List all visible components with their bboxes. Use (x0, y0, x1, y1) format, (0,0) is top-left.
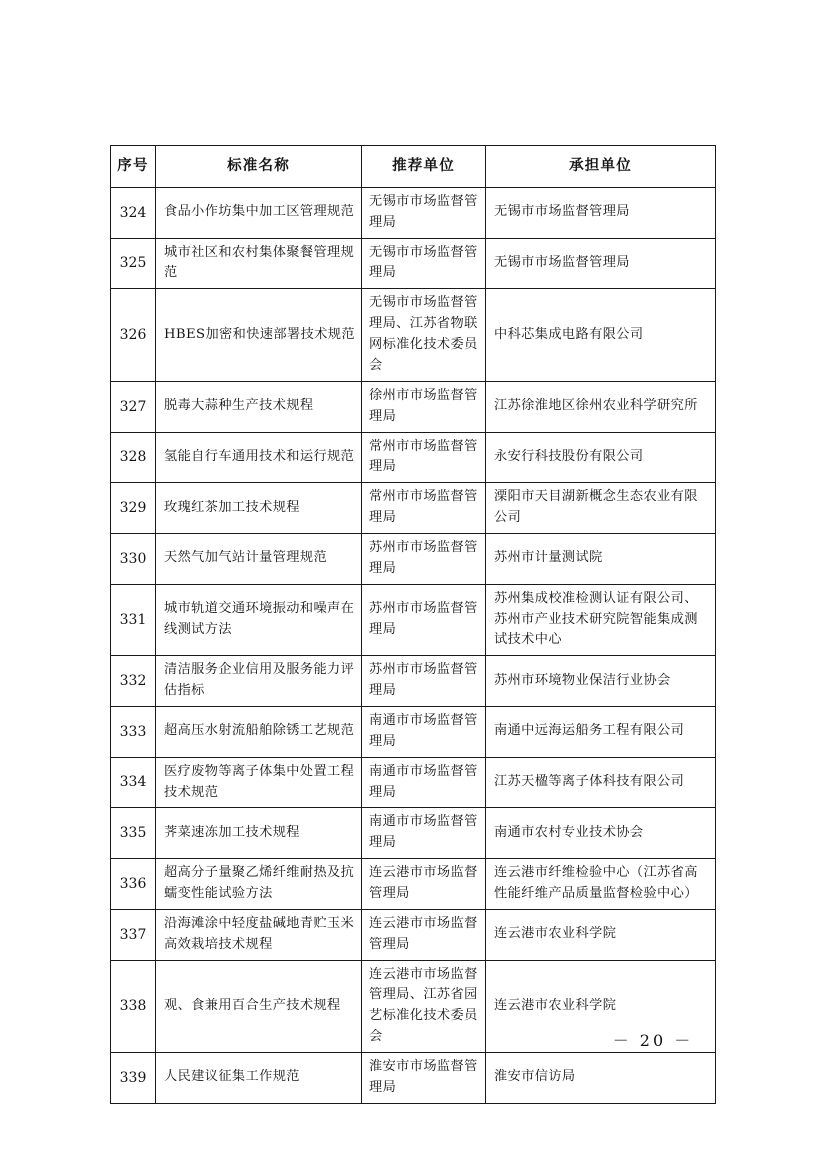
cell-name: 天然气加气站计量管理规范 (156, 533, 362, 584)
cell-rec: 苏州市市场监督管理局 (362, 584, 486, 656)
cell-under: 连云港市纤维检验中心（江苏省高性能纤维产品质量监督检验中心） (486, 859, 716, 910)
cell-under: 中科芯集成电路有限公司 (486, 289, 716, 381)
page-footer (0, 1028, 826, 1051)
cell-under: 苏州市计量测试院 (486, 533, 716, 584)
cell-rec: 南通市市场监督管理局 (362, 757, 486, 808)
cell-under: 连云港市农业科学院 (486, 909, 716, 960)
standards-table (110, 145, 716, 1104)
cell-under: 永安行科技股份有限公司 (486, 432, 716, 483)
cell-under: 无锡市市场监督管理局 (486, 187, 716, 238)
cell-rec: 南通市市场监督管理局 (362, 706, 486, 757)
cell-rec: 南通市市场监督管理局 (362, 808, 486, 859)
cell-name: 医疗废物等离子体集中处置工程技术规范 (156, 757, 362, 808)
cell-seq: 326 (111, 289, 156, 381)
cell-name: 脱毒大蒜种生产技术规程 (156, 381, 362, 432)
cell-under: 淮安市信访局 (486, 1052, 716, 1103)
cell-seq: 336 (111, 859, 156, 910)
cell-rec: 连云港市市场监督管理局 (362, 909, 486, 960)
table-header-row (111, 146, 716, 188)
table-row (111, 909, 716, 960)
column-header-seq: 序号 (111, 146, 156, 188)
table-row (111, 859, 716, 910)
table-row (111, 808, 716, 859)
column-header-under: 承担单位 (486, 146, 716, 188)
cell-name: 城市轨道交通环境振动和噪声在线测试方法 (156, 584, 362, 656)
table-body (111, 187, 716, 1103)
cell-name: 人民建议征集工作规范 (156, 1052, 362, 1103)
cell-seq: 327 (111, 381, 156, 432)
cell-name: 沿海滩涂中轻度盐碱地青贮玉米高效栽培技术规程 (156, 909, 362, 960)
table-row (111, 483, 716, 534)
cell-seq: 338 (111, 960, 156, 1052)
cell-name: 清洁服务企业信用及服务能力评估指标 (156, 656, 362, 707)
cell-rec: 常州市市场监督管理局 (362, 483, 486, 534)
cell-name: 荠菜速冻加工技术规程 (156, 808, 362, 859)
cell-rec: 无锡市市场监督管理局 (362, 238, 486, 289)
table-row (111, 533, 716, 584)
cell-name: 观、食兼用百合生产技术规程 (156, 960, 362, 1052)
table-row (111, 584, 716, 656)
table-row (111, 656, 716, 707)
cell-name: HBES加密和快速部署技术规范 (156, 289, 362, 381)
cell-seq: 335 (111, 808, 156, 859)
cell-name: 氢能自行车通用技术和运行规范 (156, 432, 362, 483)
cell-rec: 常州市市场监督管理局 (362, 432, 486, 483)
cell-under: 无锡市市场监督管理局 (486, 238, 716, 289)
table-row (111, 238, 716, 289)
page-number: － 20 － (612, 1031, 694, 1050)
cell-seq: 328 (111, 432, 156, 483)
cell-seq: 330 (111, 533, 156, 584)
cell-name: 玫瑰红茶加工技术规程 (156, 483, 362, 534)
table-row (111, 432, 716, 483)
cell-rec: 淮安市市场监督管理局 (362, 1052, 486, 1103)
cell-seq: 337 (111, 909, 156, 960)
table-row (111, 1052, 716, 1103)
cell-seq: 333 (111, 706, 156, 757)
cell-rec: 徐州市市场监督管理局 (362, 381, 486, 432)
cell-rec: 无锡市市场监督管理局 (362, 187, 486, 238)
cell-seq: 329 (111, 483, 156, 534)
cell-seq: 332 (111, 656, 156, 707)
cell-seq: 325 (111, 238, 156, 289)
cell-seq: 324 (111, 187, 156, 238)
table-row (111, 289, 716, 381)
cell-under: 苏州市环境物业保洁行业协会 (486, 656, 716, 707)
cell-seq: 334 (111, 757, 156, 808)
column-header-rec: 推荐单位 (362, 146, 486, 188)
cell-under: 江苏天楹等离子体科技有限公司 (486, 757, 716, 808)
cell-under: 苏州集成校准检测认证有限公司、苏州市产业技术研究院智能集成测试技术中心 (486, 584, 716, 656)
cell-under: 南通中远海运船务工程有限公司 (486, 706, 716, 757)
cell-name: 食品小作坊集中加工区管理规范 (156, 187, 362, 238)
cell-rec: 苏州市市场监督管理局 (362, 533, 486, 584)
cell-rec: 无锡市市场监督管理局、江苏省物联网标准化技术委员会 (362, 289, 486, 381)
cell-under: 江苏徐淮地区徐州农业科学研究所 (486, 381, 716, 432)
cell-under: 连云港市农业科学院 (486, 960, 716, 1052)
cell-name: 超高分子量聚乙烯纤维耐热及抗蠕变性能试验方法 (156, 859, 362, 910)
cell-name: 城市社区和农村集体聚餐管理规范 (156, 238, 362, 289)
cell-under: 南通市农村专业技术协会 (486, 808, 716, 859)
cell-name: 超高压水射流船舶除锈工艺规范 (156, 706, 362, 757)
cell-rec: 连云港市市场监督管理局、江苏省园艺标准化技术委员会 (362, 960, 486, 1052)
cell-rec: 连云港市市场监督管理局 (362, 859, 486, 910)
table-row (111, 706, 716, 757)
column-header-name: 标准名称 (156, 146, 362, 188)
table-row (111, 757, 716, 808)
table-header (111, 146, 716, 188)
cell-seq: 339 (111, 1052, 156, 1103)
cell-under: 溧阳市天目湖新概念生态农业有限公司 (486, 483, 716, 534)
table-row (111, 381, 716, 432)
table-row (111, 187, 716, 238)
cell-rec: 苏州市市场监督管理局 (362, 656, 486, 707)
cell-seq: 331 (111, 584, 156, 656)
